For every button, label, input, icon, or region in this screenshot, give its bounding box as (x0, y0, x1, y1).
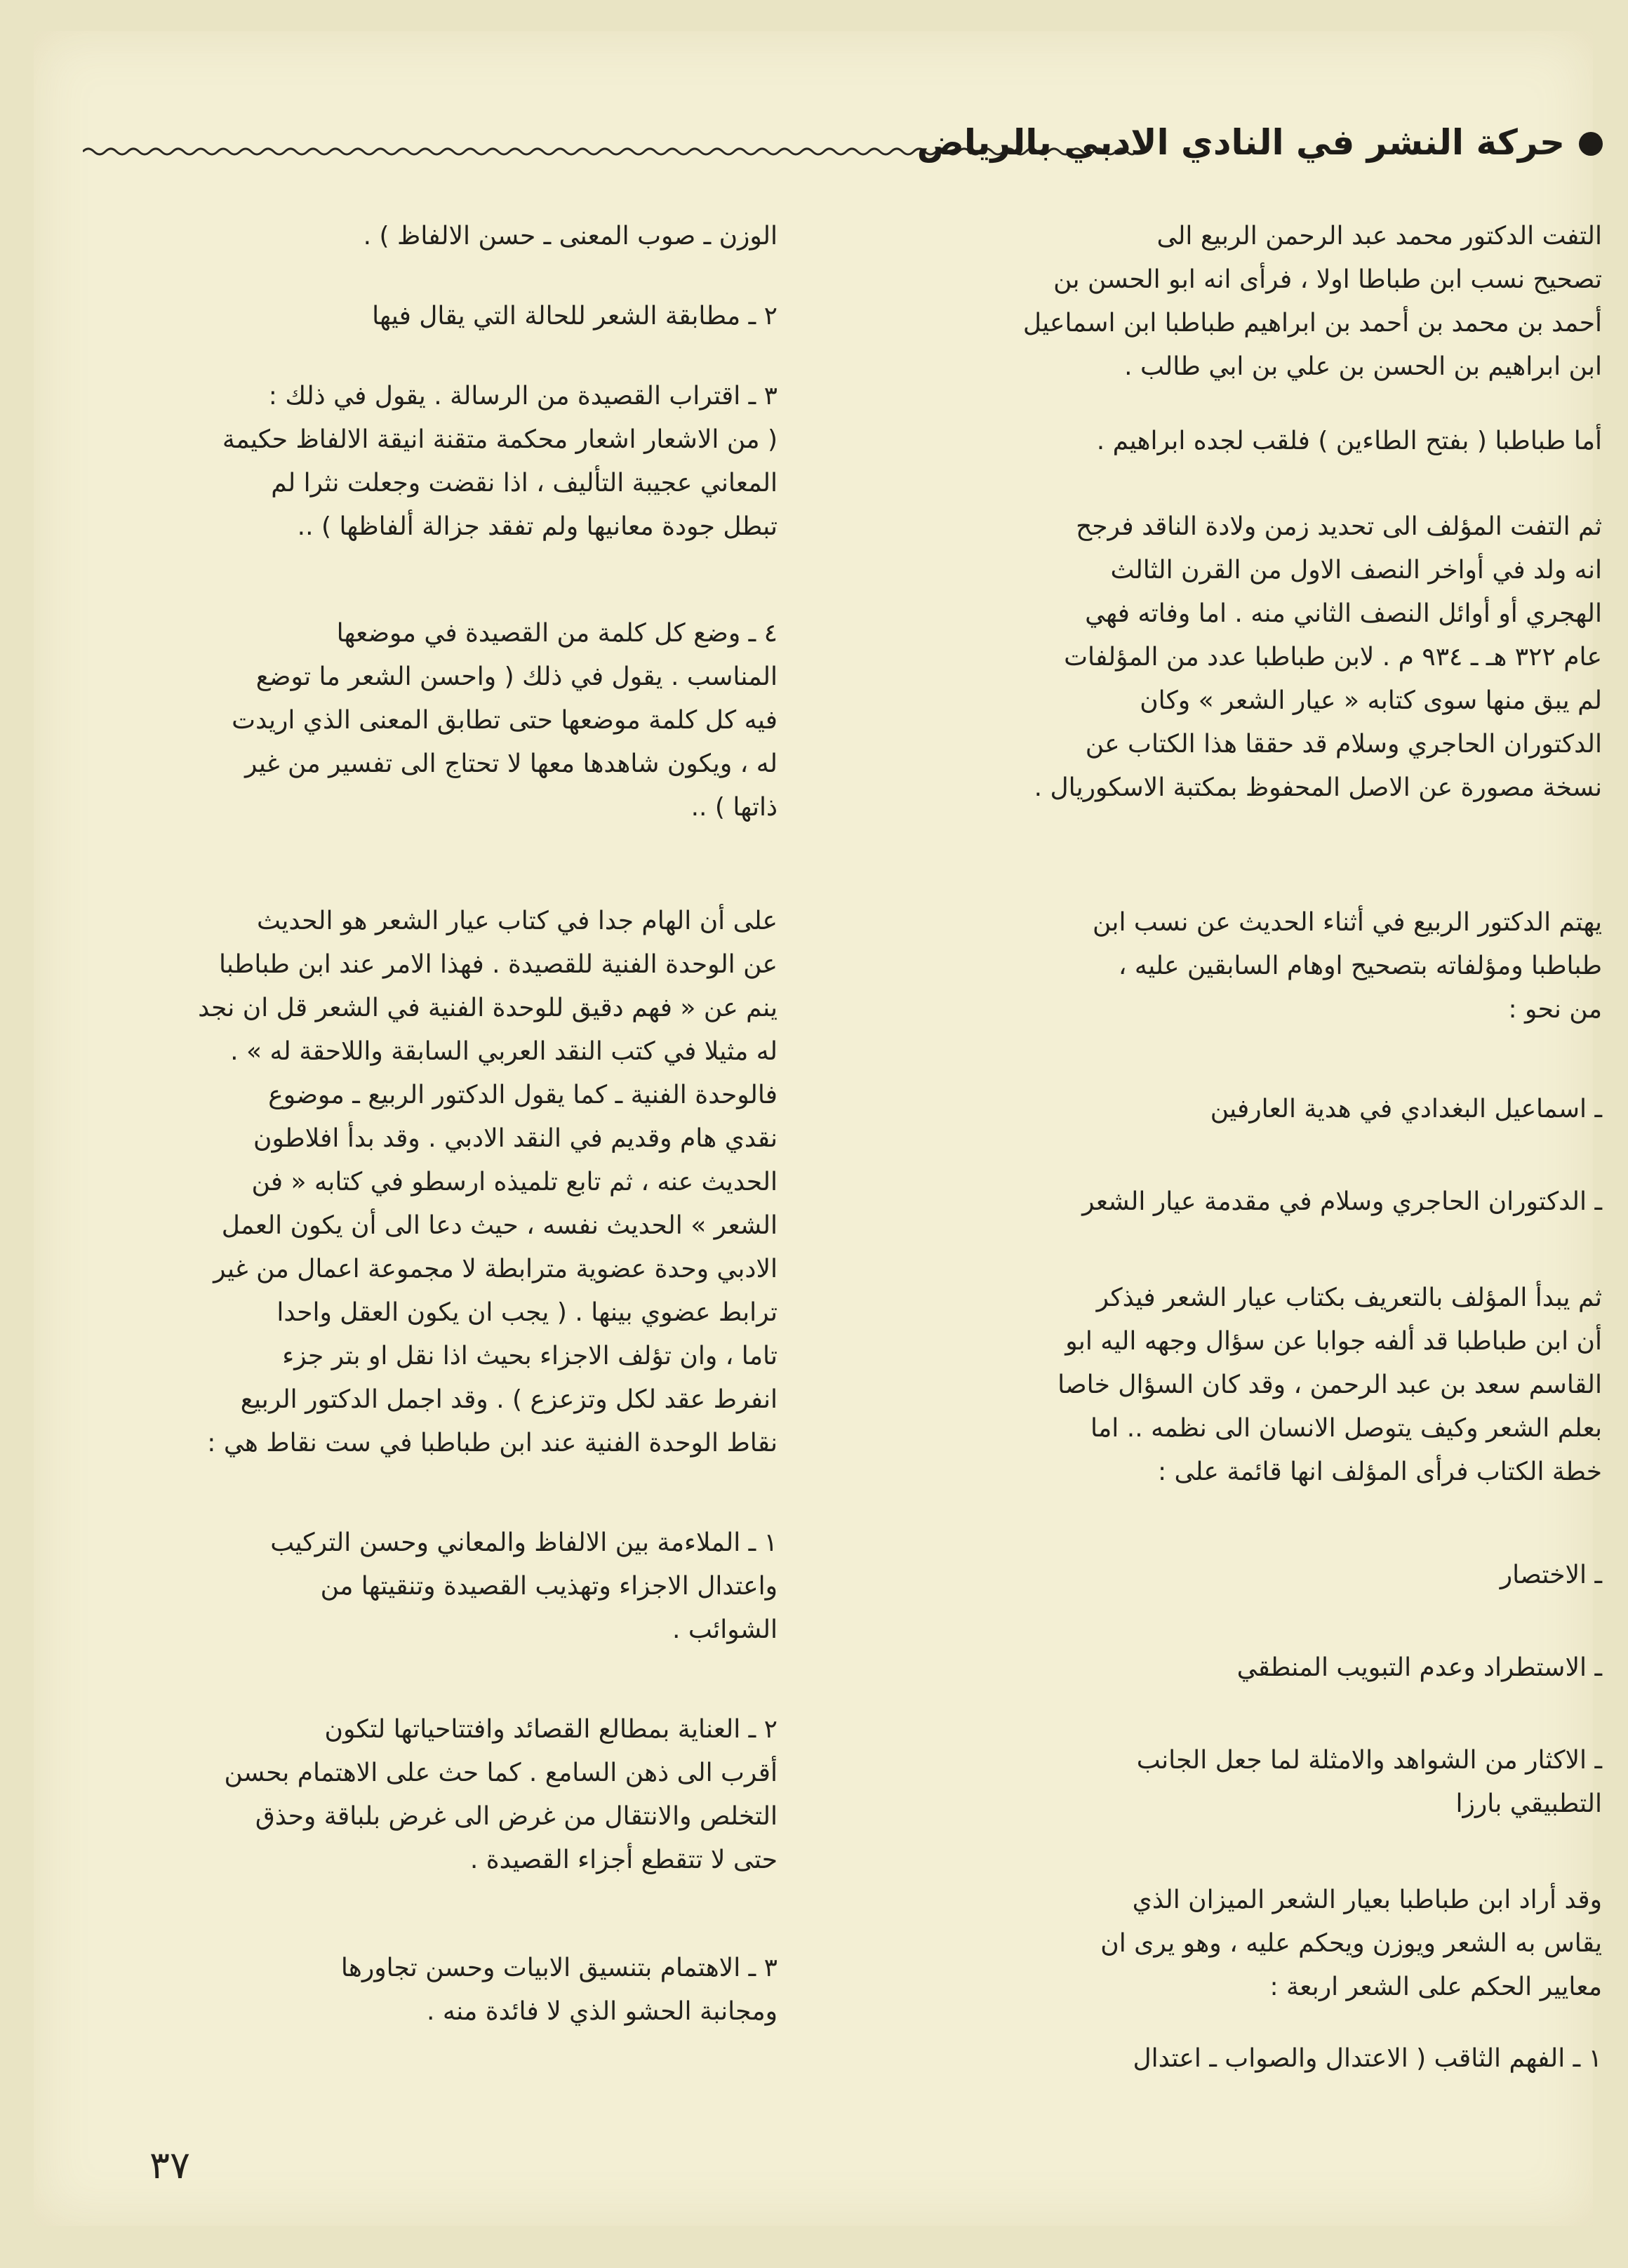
paragraph: ـ الاختصار (1500, 1561, 1602, 1589)
right-column (911, 215, 1602, 2081)
paragraph: ثم يبدأ المؤلف بالتعريف بكتاب عيار الشعر فيذكر أن ابن طباطبا قد ألفه جوابا عن سؤال وجهه اليه ابو القاسم سعد بن عبد الرحمن ، وقد كان السؤال خاصا بعلم الشعر وكيف يتوصل الانسان الى نظمه .. اما خطة الكتاب فرأى المؤلف انها قائمة على : (1057, 1283, 1602, 1486)
paragraph: التفت الدكتور محمد عبد الرحمن الربيع الى تصحيح نسب ابن طباطا اولا ، فرأى انه ابو الحسن بن أحمد بن محمد بن أحمد بن ابراهيم طباطبا ابن اسماعيل ابن ابراهيم بن الحسن بن علي بن ابي طالب . (1022, 222, 1602, 381)
paragraph: ٤ ـ وضع كل كلمة من القصيدة في موضعها المناسب . يقول في ذلك ( واحسن الشعر ما توضع فيه كل كلمة موضعها حتى تطابق المعنى الذي اريدت له ، ويكون شاهدها معها لا تحتاج الى تفسير من غير ذاتها ) .. (232, 619, 778, 822)
paragraph: أما طباطبا ( بفتح الطاءين ) فلقب لجده ابراهيم . (1096, 427, 1602, 455)
paragraph: ـ اسماعيل البغدادي في هدية العارفين (1210, 1095, 1602, 1123)
paragraph: ٢ ـ العناية بمطالع القصائد وافتتاحياتها لتكون أقرب الى ذهن السامع . كما حث على الاهتمام بحسن التخلص والانتقال من غرض الى غرض بلباقة وحذق حتى لا تتقطع أجزاء القصيدة . (224, 1715, 778, 1874)
page-title: حركة النشر في النادي الادبي بالرياض (916, 122, 1565, 163)
paragraph: على أن الهام جدا في كتاب عيار الشعر هو الحديث عن الوحدة الفنية للقصيدة . فهذا الامر عند ابن طباطبا ينم عن « فهم دقيق للوحدة الفنية في الشعر قل ان نجد له مثيلا في كتب النقد العربي السابقة واللاحقة له » . فالوحدة الفنية ـ كما يقول الدكتور الربيع ـ موضوع نقدي هام وقديم في النقد الادبي . وقد بدأ افلاطون الحديث عنه ، ثم تابع تلميذه ارسطو في كتابه « فن الشعر » الحديث نفسه ، حيث دعا الى أن يكون العمل الادبي وحدة عضوية مترابطة لا مجموعة اعمال من غير ترابط عضوي بينها . ( يجب ان يكون العقل واحدا تاما ، وان تؤلف الاجزاء بحيث اذا نقل او بتر جزء انفرط عقد لكل وتزعزع ) . وقد اجمل الدكتور الربيع نقاط الوحدة الفنية عند ابن طباطبا في ست نقاط هي : (198, 907, 778, 1457)
paragraph: وقد أراد ابن طباطبا بعيار الشعر الميزان الذي يقاس به الشعر ويوزن ويحكم عليه ، وهو يرى ان معايير الحكم على الشعر اربعة : (1100, 1886, 1602, 2001)
paragraph: ٣ ـ اقتراب القصيدة من الرسالة . يقول في ذلك : ( من الاشعار اشعار محكمة متقنة انيقة الالفاظ حكيمة المعاني عجيبة التأليف ، اذا نقضت وجعلت نثرا لم تبطل جودة معانيها ولم تفقد جزالة ألفاظها ) .. (222, 382, 778, 541)
paragraph: ١ ـ الملاءمة بين الالفاظ والمعاني وحسن التركيب واعتدال الاجزاء وتهذيب القصيدة وتنقيتها من الشوائب . (270, 1528, 778, 1644)
paragraph: ـ الدكتوران الحاجري وسلام في مقدمة عيار الشعر (1082, 1187, 1602, 1216)
paragraph: ثم التفت المؤلف الى تحديد زمن ولادة الناقد فرجح انه ولد في أواخر النصف الاول من القرن الثالث الهجري أو أوائل النصف الثاني منه . اما وفاته فهي عام ٣٢٢ هـ ـ ٩٣٤ م . لابن طباطبا عدد من المؤلفات لم يبق منها سوى كتابه « عيار الشعر » وكان الدكتوران الحاجري وسلام قد حققا هذا الكتاب عن نسخة مصورة عن الاصل المحفوظ بمكتبة الاسكوريال . (1034, 512, 1602, 802)
paragraph: ١ ـ الفهم الثاقب ( الاعتدال والصواب ـ اعتدال (1133, 2044, 1602, 2073)
page-header (83, 115, 1599, 178)
paragraph: ـ الاستطراد وعدم التبويب المنطقي (1236, 1653, 1602, 1682)
paragraph: ٣ ـ الاهتمام بتنسيق الابيات وحسن تجاورها ومجانبة الحشو الذي لا فائدة منه . (340, 1954, 778, 2026)
paragraph: ٢ ـ مطابقة الشعر للحالة التي يقال فيها (372, 302, 778, 331)
paragraph: يهتم الدكتور الربيع في أثناء الحديث عن نسب ابن طباطبا ومؤلفاته بتصحيح اوهام السابقين عليه ، من نحو : (1093, 908, 1602, 1024)
paragraph: الوزن ـ صوب المعنى ـ حسن الالفاظ ) . (363, 222, 778, 251)
page-number: ٣٧ (149, 2143, 191, 2187)
left-column (86, 215, 778, 2034)
bullet-icon (1579, 132, 1603, 156)
magazine-page (34, 31, 1602, 2226)
paragraph: ـ الاكثار من الشواهد والامثلة لما جعل الجانب التطبيقي بارزا (1136, 1746, 1602, 1818)
